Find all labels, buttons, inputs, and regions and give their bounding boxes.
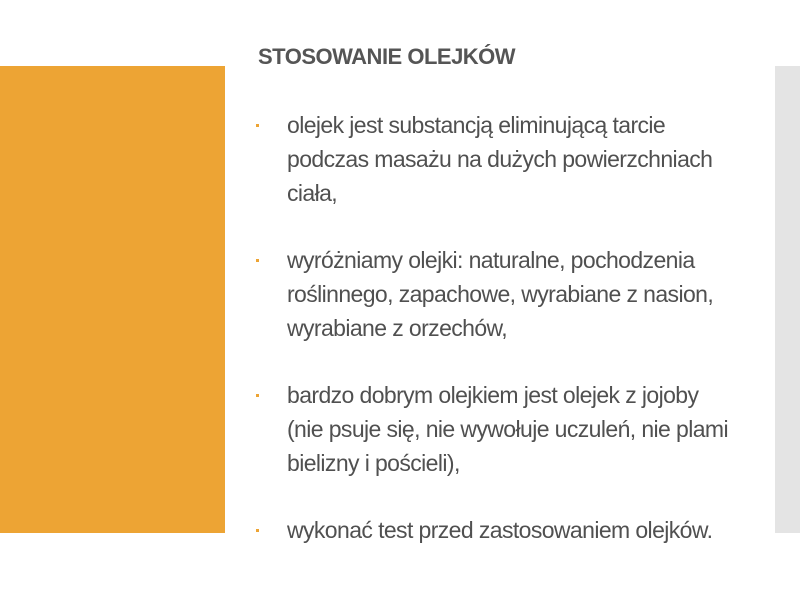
bullet-text: wykonać test przed zastosowaniem olejków. <box>287 517 713 543</box>
bullet-item <box>250 243 730 345</box>
bullet-marker-icon <box>256 124 259 127</box>
bullet-text: wyróżniamy olejki: naturalne, pochodzenia roślinnego, zapachowe, wyrabiane z nasion, wyrabiane z orzechów, <box>287 247 714 341</box>
bullet-marker-icon <box>256 529 259 532</box>
bullet-item <box>250 378 730 480</box>
bullet-item <box>250 108 730 210</box>
bullet-text: olejek jest substancją eliminującą tarcie podczas masażu na dużych powierzchniach ciała, <box>287 112 713 206</box>
bullet-marker-icon <box>256 394 259 397</box>
bullet-item <box>250 513 730 547</box>
decorative-gray-bar <box>775 66 800 533</box>
decorative-orange-panel <box>0 66 225 533</box>
bullet-list <box>250 108 730 580</box>
bullet-text: bardzo dobrym olejkiem jest olejek z jojoby (nie psuje się, nie wywołuje uczuleń, nie plami bielizny i pościeli), <box>287 382 728 476</box>
bullet-marker-icon <box>256 259 259 262</box>
slide-title: STOSOWANIE OLEJKÓW <box>258 44 516 69</box>
